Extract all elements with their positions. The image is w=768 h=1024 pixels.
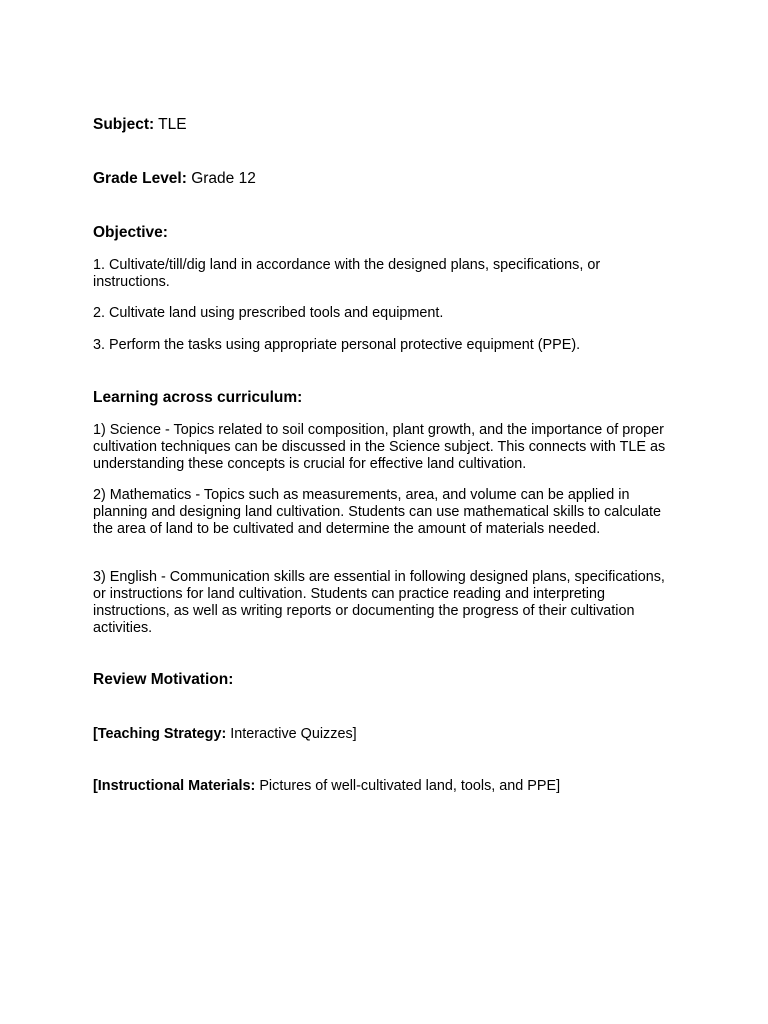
teaching-strategy-line — [93, 726, 683, 743]
instructional-materials-label: [Instructional Materials: — [93, 778, 256, 794]
objective-item-1: 1. Cultivate/till/dig land in accordance with the designed plans, specifications, or instructions. — [93, 257, 601, 290]
curriculum-item-english: 3) English - Communication skills are essential in following designed plans, specifications, or instructions for land cultivation. Students can practice reading and interpreting instructions, as well as writing reports or documenting the progress of their cultivation activities. — [93, 569, 665, 636]
grade-level-value: Grade 12 — [186, 170, 256, 187]
learning-across-curriculum-heading: Learning across curriculum: — [93, 389, 303, 406]
subject-line — [93, 116, 187, 134]
instructional-materials-line — [93, 778, 683, 795]
curriculum-item-science: 1) Science - Topics related to soil composition, plant growth, and the importance of proper cultivation techniques can be discussed in the Science subject. This connects with TLE as understanding these concepts is crucial for effective land cultivation. — [93, 422, 666, 472]
curriculum-item-mathematics: 2) Mathematics - Topics such as measurements, area, and volume can be applied in planning and designing land cultivation. Students can use mathematical skills to calculate the area of land to be cultivated and determine the amount of materials needed. — [93, 487, 661, 537]
objective-item-3: 3. Perform the tasks using appropriate personal protective equipment (PPE). — [93, 337, 581, 353]
subject-value: TLE — [154, 116, 187, 133]
objective-item-2: 2. Cultivate land using prescribed tools and equipment. — [93, 305, 444, 321]
teaching-strategy-label: [Teaching Strategy: — [93, 726, 227, 742]
grade-level-label: Grade Level: — [93, 170, 187, 187]
subject-label: Subject: — [93, 116, 155, 133]
grade-level-line — [93, 170, 256, 188]
objective-heading: Objective: — [93, 224, 168, 241]
teaching-strategy-value: Interactive Quizzes] — [226, 726, 357, 742]
review-motivation-heading: Review Motivation: — [93, 671, 234, 688]
instructional-materials-value: Pictures of well-cultivated land, tools, and PPE] — [255, 778, 561, 794]
